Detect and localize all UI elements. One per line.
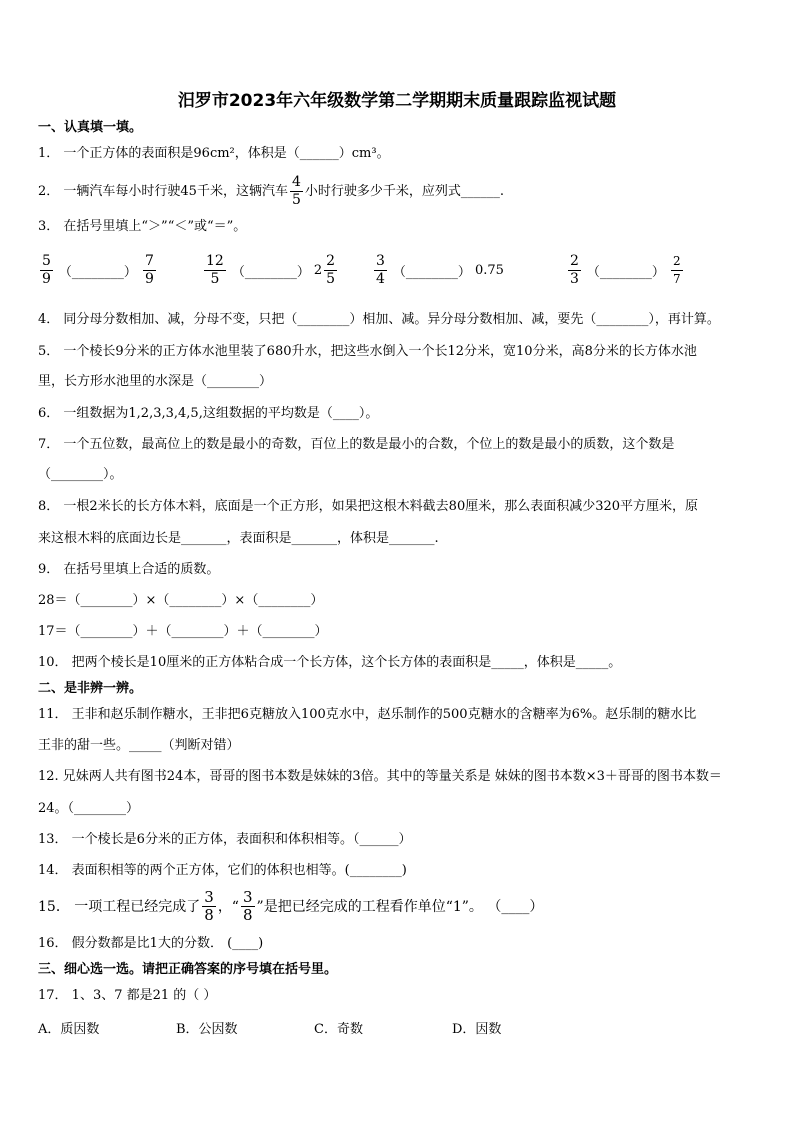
question-2-text-before: 2． 一辆汽车每小时行驶45千米，这辆汽车 — [38, 183, 288, 199]
fraction-denominator: 8 — [242, 906, 253, 924]
question-3: 3． 在括号里填上“＞”“＜”或“＝”。 — [38, 219, 247, 234]
question-11-line-1: 11． 王非和赵乐制作糖水，王非把6克糖放入100克水中，赵乐制作的500克糖水的含糖率为6%。赵乐制的糖水比 — [38, 707, 697, 722]
fraction-numerator: 2 — [570, 253, 579, 269]
fraction-denominator: 9 — [144, 271, 154, 287]
fraction-numerator: 4 — [291, 174, 301, 190]
question-13: 13． 一个棱长是6分米的正方体，表面积和体积相等。（______） — [38, 832, 412, 847]
fraction-numerator: 3 — [376, 253, 385, 269]
question-7-line-2: （________）。 — [38, 467, 123, 482]
question-5-line-2: 里，长方形水池里的水深是（________） — [38, 374, 273, 389]
question-1: 1． 一个正方体的表面积是96cm²，体积是（______）cm³。 — [38, 146, 390, 161]
fraction-denominator: 3 — [570, 271, 579, 287]
fraction-denominator: 7 — [672, 272, 681, 286]
question-2 — [38, 174, 764, 209]
question-6: 6． 一组数据为1,2,3,3,4,5,这组数据的平均数是（____）。 — [38, 406, 379, 421]
fraction-denominator: 5 — [291, 192, 301, 208]
fraction-numerator: 3 — [204, 888, 214, 906]
question-15-fraction — [202, 889, 216, 924]
compare-item-c — [372, 253, 504, 288]
section-3-heading: 三、细心选一选。请把正确答案的序号填在括号里。 — [38, 962, 338, 977]
question-15 — [38, 889, 764, 924]
mixed-whole: 2 — [313, 263, 323, 278]
compare-item-a — [38, 253, 158, 288]
compare-item-d — [566, 253, 685, 288]
fraction-numerator: 2 — [326, 253, 336, 269]
question-12-line-1: 12. 兄妹两人共有图书24本，哥哥的图书本数是妹妹的3倍。其中的等量关系是 妹妹的图书本数×3＋哥哥的图书本数＝ — [38, 769, 722, 784]
fraction-denominator: 9 — [42, 271, 51, 287]
question-5-line-1: 5． 一个棱长9分米的正方体水池里装了680升水，把这些水倒入一个长12分米，宽10分米，高8分米的长方体水池 — [38, 344, 697, 359]
question-15-text-before: 15． 一项工程已经完成了 — [38, 898, 201, 915]
question-9-line-b: 17＝（________）＋（________）＋（________） — [38, 624, 328, 639]
option-b: B．公因数 — [176, 1022, 238, 1037]
question-9: 9． 在括号里填上合适的质数。 — [38, 562, 220, 577]
answer-blank: （________） — [586, 265, 665, 280]
page-title: 汨罗市2023年六年级数学第二学期期末质量跟踪监视试题 — [177, 91, 617, 111]
fraction-denominator: 8 — [204, 906, 214, 924]
fraction-numerator: 3 — [242, 888, 253, 906]
section-2-heading: 二、是非辨一辨。 — [38, 681, 143, 696]
question-4: 4． 同分母分数相加、减，分母不变，只把（________）相加、减。异分母分数相加、减，要先（________），再计算。 — [38, 312, 720, 327]
question-10: 10． 把两个棱长是10厘米的正方体粘合成一个长方体，这个长方体的表面积是_____，体积是_____。 — [38, 655, 622, 670]
decimal-value: 0.75 — [474, 263, 504, 278]
question-16: 16． 假分数都是比1大的分数． (____) — [38, 936, 264, 951]
section-1-heading: 一、认真填一填。 — [38, 120, 143, 135]
question-14: 14． 表面积相等的两个正方体，它们的体积也相等。(________) — [38, 863, 407, 878]
fraction-denominator: 4 — [376, 271, 385, 287]
question-8-line-2: 来这根木料的底面边长是_______，表面积是_______，体积是_______. — [38, 531, 439, 546]
question-12-line-2: 24。（________） — [38, 801, 140, 816]
question-17: 17． 1、3、7 都是21 的（ ） — [38, 988, 217, 1003]
fraction-numerator: 12 — [206, 253, 224, 269]
fraction-numerator: 5 — [42, 253, 51, 269]
question-15-text-mid: ，“ — [217, 898, 239, 915]
fraction-denominator: 5 — [210, 271, 220, 287]
option-c: C．奇数 — [314, 1022, 363, 1037]
question-2-text-after: 小时行驶多少千米，应列式______. — [304, 183, 505, 199]
question-2-fraction — [290, 174, 303, 209]
option-d: D．因数 — [452, 1022, 502, 1037]
option-a: A．质因数 — [38, 1022, 100, 1037]
question-15-fraction-quoted — [241, 889, 255, 924]
question-15-text-after: ”是把已经完成的工程看作单位“1”。 （____） — [256, 898, 544, 915]
question-7-line-1: 7． 一个五位数，最高位上的数是最小的奇数，百位上的数是最小的合数，个位上的数是最小的质数，这个数是 — [38, 437, 675, 452]
question-9-line-a: 28＝（________）×（________）×（________） — [38, 593, 324, 608]
fraction-denominator: 5 — [326, 271, 336, 287]
question-11-line-2: 王非的甜一些。_____（判断对错） — [38, 738, 240, 753]
answer-blank: （________） — [231, 265, 310, 280]
fraction-numerator: 7 — [144, 253, 154, 269]
question-8-line-1: 8． 一根2米长的长方体木料，底面是一个正方形，如果把这根木料截去80厘米，那么表面积减少320平方厘米，原 — [38, 499, 699, 514]
answer-blank: （________） — [58, 265, 137, 280]
compare-item-b — [202, 253, 339, 288]
answer-blank: （________） — [392, 265, 471, 280]
fraction-numerator: 2 — [671, 253, 683, 271]
